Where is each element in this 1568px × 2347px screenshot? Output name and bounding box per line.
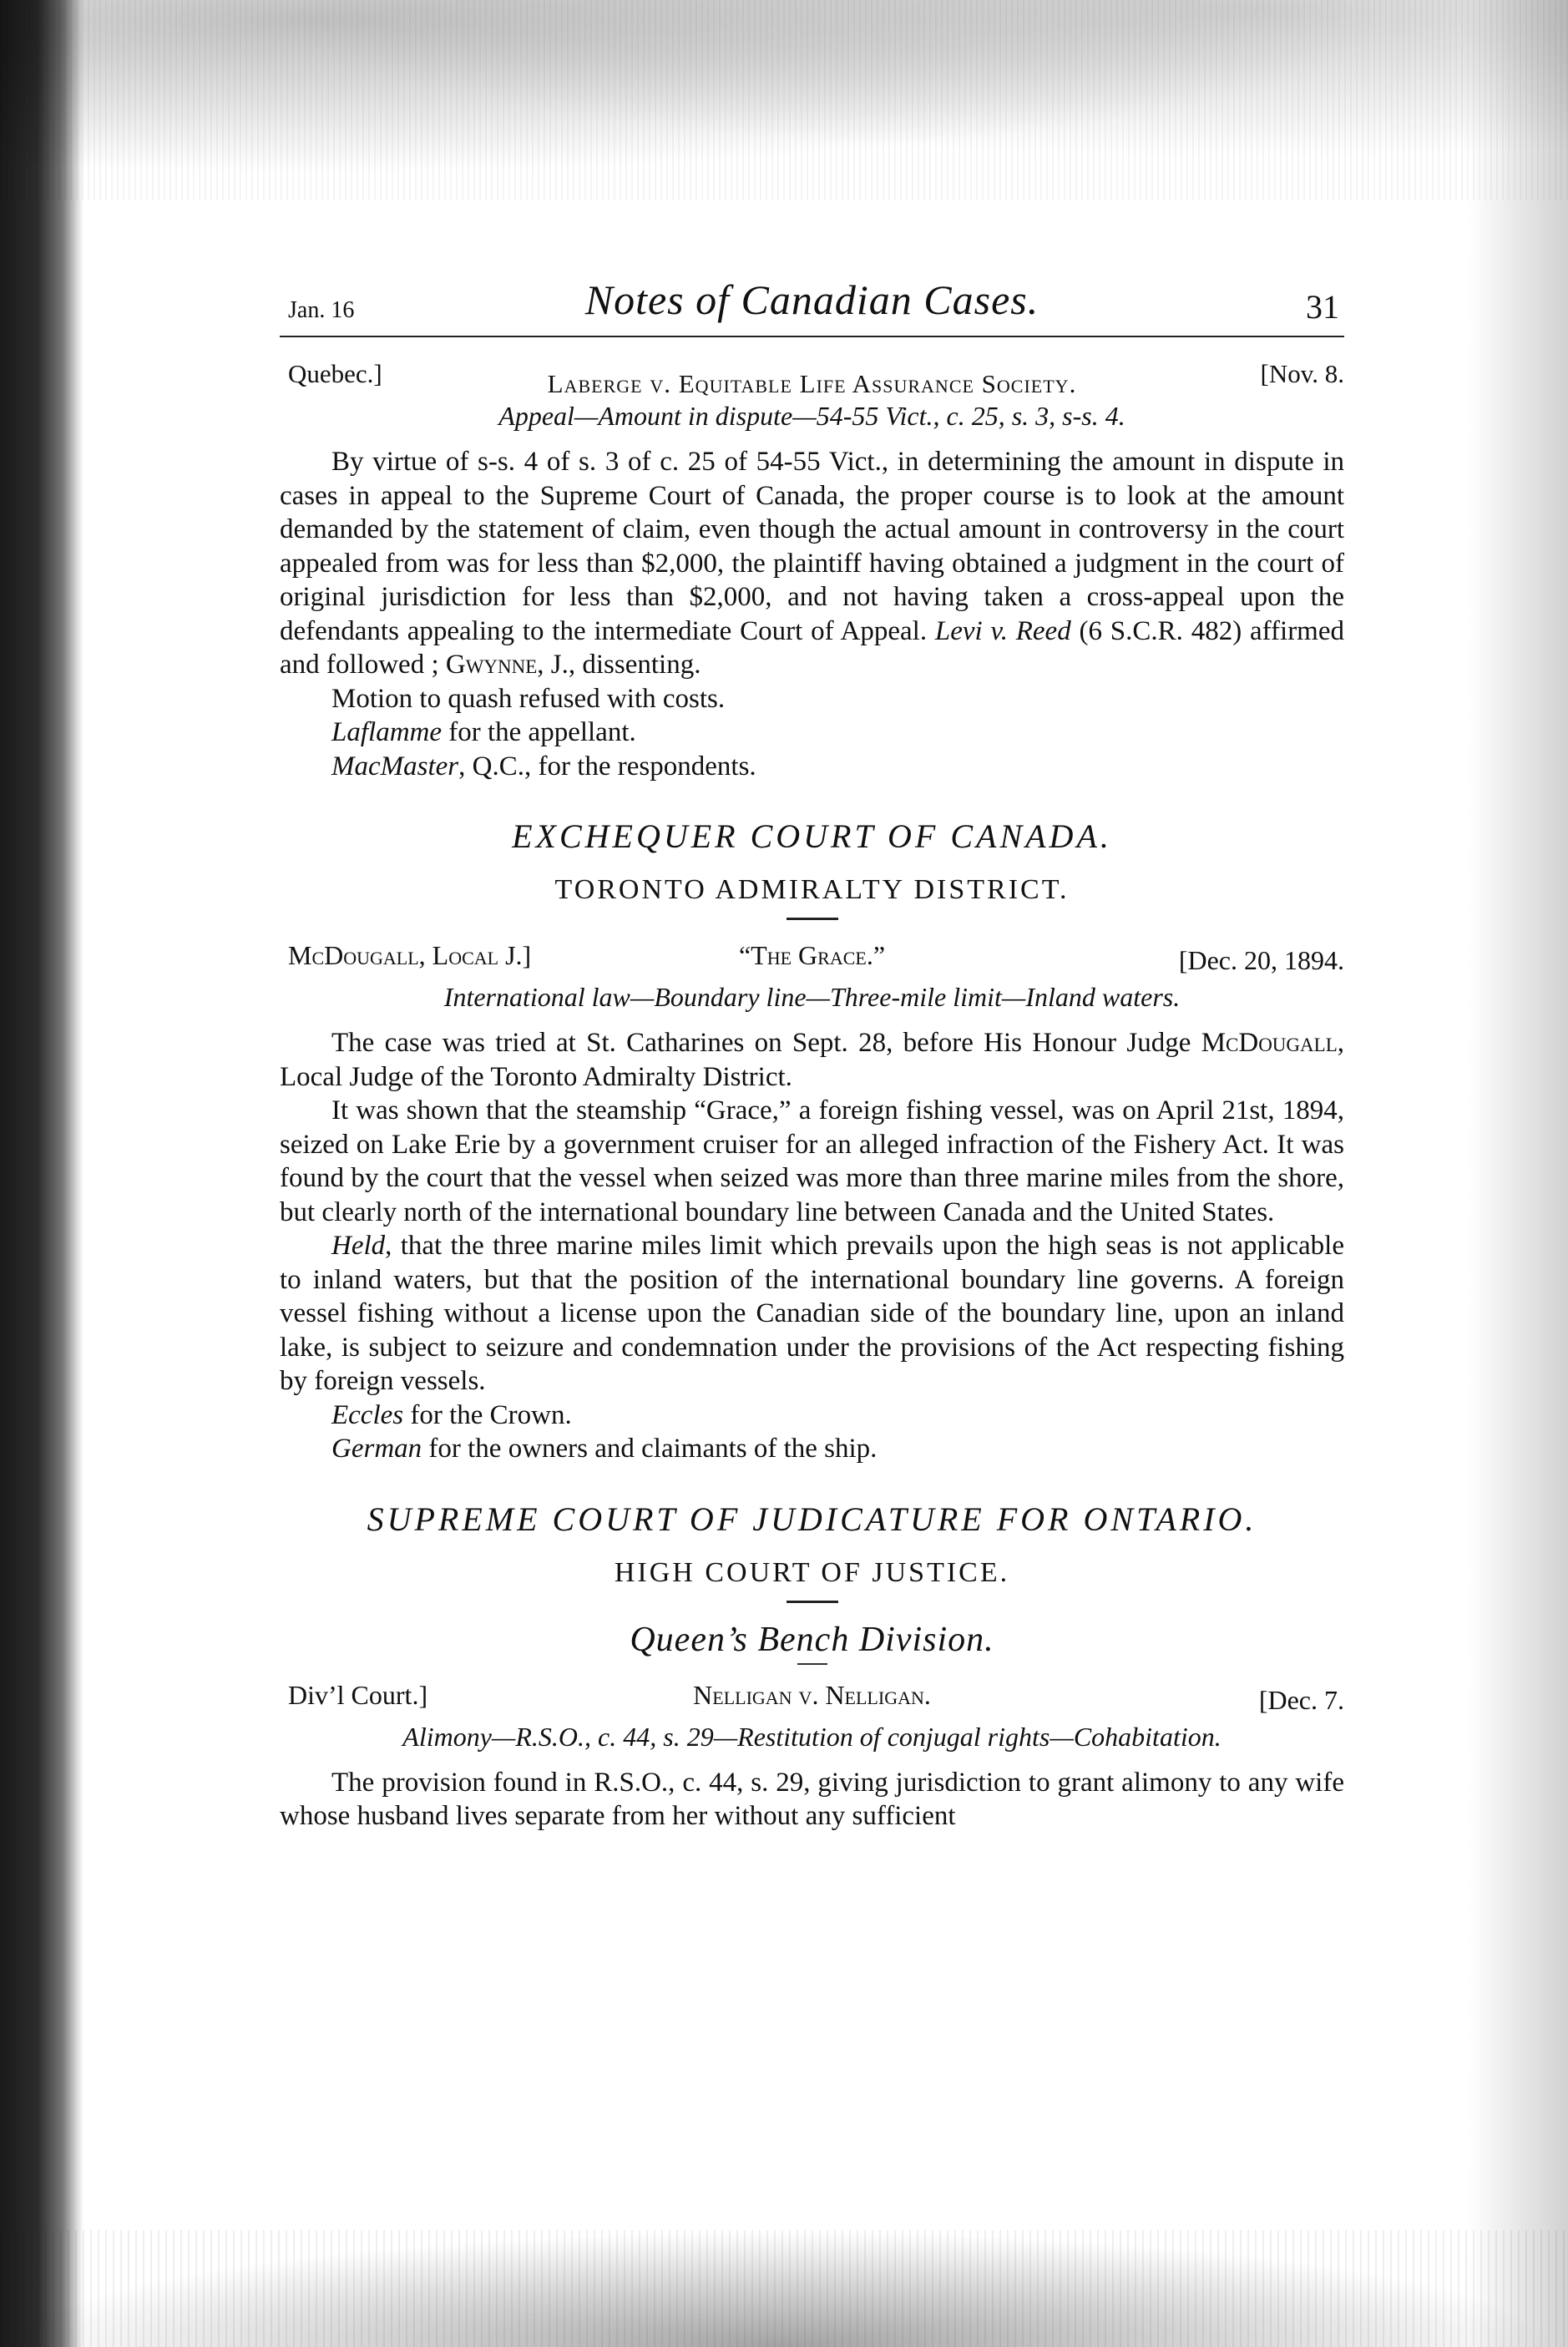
exchequer-held: Held (331, 1231, 386, 1261)
case1-motion: Motion to quash refused with costs. (331, 683, 726, 714)
case1-counsel2 (280, 750, 1344, 784)
page-number: 31 (1306, 288, 1339, 326)
exchequer-counsel1 (280, 1399, 1344, 1433)
case1-counsel2-rest: , Q.C., for the respondents. (458, 751, 756, 781)
case1-citation-rest: (6 S.C.R. 482) affirmed and followed ; (280, 615, 1344, 680)
exchequer-case-name: “The Grace.” (738, 940, 886, 970)
divider-rule-3 (797, 1663, 827, 1665)
scan-bottom-noise (0, 2230, 1568, 2347)
case1-date: [Nov. 8. (1260, 359, 1344, 388)
supreme-parties: Nelligan v. Nelligan. (693, 1679, 931, 1710)
journal-page (280, 276, 1344, 1834)
running-header (280, 276, 1344, 337)
exchequer-p1-after: , Local Judge of the Toronto Admiralty District. (280, 1028, 1344, 1092)
exchequer-p3-text: , that the three marine miles limit which prevails upon the high seas is not applicable to inland waters, but that the position of the international boundary line governs. A foreign vessel fishing without a license upon the Canadian side of the boundary line, upon an inland lake, is subject to seizure and condemnation under the provisions of the Act respecting fishing by foreign vessels. (280, 1231, 1344, 1396)
case1-heading-row (280, 359, 1344, 398)
supreme-date: [Dec. 7. (1258, 1684, 1344, 1715)
case1-citation: Levi v. Reed (934, 615, 1071, 646)
supreme-paragraph: The provision found in R.S.O., c. 44, s. 29, giving jurisdiction to grant alimony to any wife whose husband lives separate from her without any sufficient (280, 1767, 1344, 1831)
case1-paragraph (280, 445, 1344, 682)
exchequer-heading-row (280, 937, 1344, 974)
exchequer-counsel1-rest: for the Crown. (403, 1399, 572, 1430)
header-title: Notes of Canadian Cases. (584, 276, 1039, 323)
case1-dissent-name: Gwynne (445, 650, 538, 680)
case1-text: By virtue of s-s. 4 of s. 3 of c. 25 of 54-55 Vict., in determining the amount in dispute in cases in appeal to the Supreme Court of Canada, the proper course is to look at the amount demanded by the statement of claim, even though the actual amount in controversy in the court appealed from was for less than $2,000, the plaintiff having obtained a judgment in the court of original jurisdiction for less than $2,000, and not having taken a cross-appeal upon the defendants appealing to the intermediate Court of Appeal. (280, 447, 1344, 646)
case1-dissent-rest: , J., dissenting. (537, 650, 701, 680)
exchequer-p2: It was shown that the steamship “Grace,” a foreign fishing vessel, was on April 21st, 1894, seized on Lake Erie by a government cruiser for an alleged infraction of the Fishery Act. It was found by the court that the vessel when seized was more than three marine miles from the shore, but clearly north of the international boundary line between Canada and the United States. (280, 1095, 1344, 1227)
header-date: Jan. 16 (288, 297, 355, 323)
supreme-court-left: Div’l Court.] (288, 1679, 428, 1710)
exchequer-judge: McDougall, Local J.] (288, 940, 532, 970)
supreme-heading-row (280, 1677, 1344, 1713)
exchequer-district: TORONTO ADMIRALTY DISTRICT. (554, 874, 1070, 905)
exchequer-p1-before: The case was tried at St. Catharines on Sept. 28, before His Honour Judge (331, 1028, 1201, 1058)
scan-top-noise (0, 0, 1568, 200)
exchequer-counsel2-name: German (331, 1434, 422, 1464)
case1-counsel1-name: Laflamme (331, 717, 442, 747)
scan-right-shadow (1468, 0, 1568, 2347)
case1-parties: Laberge v. Equitable Life Assurance Society. (547, 369, 1077, 398)
exchequer-counsel1-name: Eccles (331, 1399, 404, 1430)
supreme-court-heading: SUPREME COURT OF JUDICATURE FOR ONTARIO. (367, 1500, 1257, 1538)
exchequer-p1-name: McDougall (1201, 1028, 1338, 1058)
case1-counsel1-rest: for the appellant. (442, 717, 636, 747)
exchequer-court-heading: EXCHEQUER COURT OF CANADA. (512, 817, 1112, 855)
exchequer-date: [Dec. 20, 1894. (1178, 945, 1344, 975)
exchequer-counsel2 (280, 1432, 1344, 1466)
supreme-division: Queen’s Bench Division. (630, 1620, 994, 1659)
divider-rule (787, 918, 838, 920)
case1-court: Quebec.] (288, 359, 382, 388)
exchequer-counsel2-rest: for the owners and claimants of the ship. (422, 1434, 878, 1464)
case1-catchline: Appeal—Amount in dispute—54-55 Vict., c. 25, s. 3, s-s. 4. (498, 401, 1125, 431)
exchequer-p1 (280, 1026, 1344, 1094)
scan-left-shadow (0, 0, 83, 2347)
supreme-sub-heading: HIGH COURT OF JUSTICE. (614, 1556, 1010, 1588)
supreme-catchline: Alimony—R.S.O., c. 44, s. 29—Restitution of conjugal rights—Cohabitation. (402, 1721, 1222, 1752)
case1-counsel2-name: MacMaster (331, 751, 459, 781)
divider-rule-2 (787, 1601, 838, 1603)
exchequer-p3 (280, 1229, 1344, 1399)
case1-counsel1 (280, 716, 1344, 750)
exchequer-catchline: International law—Boundary line—Three-mile limit—Inland waters. (443, 982, 1181, 1012)
